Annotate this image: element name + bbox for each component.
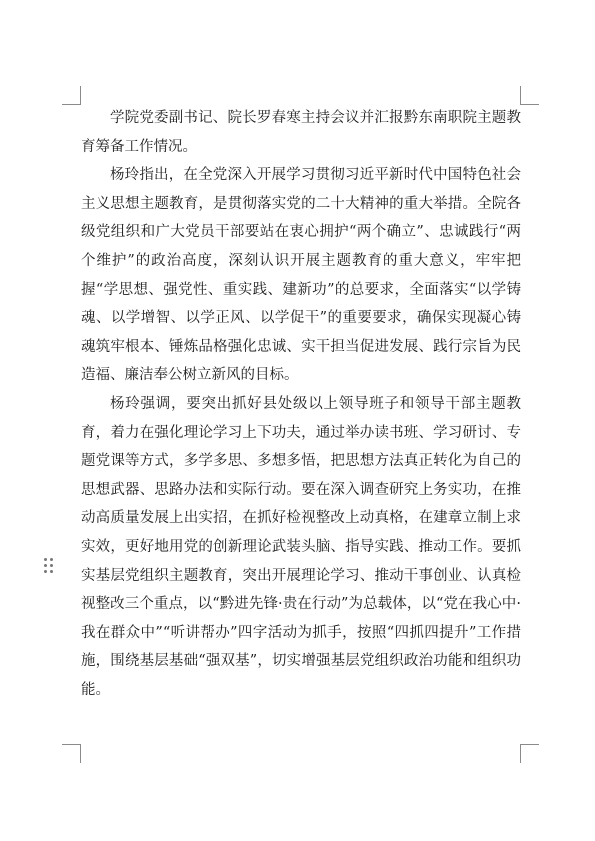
crop-mark-top-left (62, 86, 81, 105)
crop-mark-top-right (520, 86, 539, 105)
paragraph-1[interactable]: 学院党委副书记、院长罗春寒主持会议并汇报黔东南职院主题教育筹备工作情况。 (81, 110, 521, 155)
paragraph-drag-handle-icon[interactable] (44, 558, 54, 574)
crop-mark-bottom-right (520, 744, 539, 763)
paragraph-3[interactable]: 杨玲强调，要突出抓好县处级以上领导班子和领导干部主题教育，着力在强化理论学习上下功夫，通过举办读书班、学习研讨、专题党课等方式，多学多思、多想多悟，把思想方法真正转化为自己的思想武器、思路办法和实际行动。要在深入调查研究上务实功，在推动高质量发展上出实招，在抓好检视整改上动真格，在建章立制上求实效，更好地用党的创新理论武装头脑、指导实践、推动工作。要抓实基层党组织主题教育，突出开展理论学习、推动干事创业、认真检视整改三个重点，以“黔进先锋·贵在行动”为总载体，以“党在我心中·我在群众中”“听讲帮办”四字活动为抓手，按照“四抓四提升”工作措施，围绕基层基础“强双基”，切实增强基层党组织政治功能和组织功能。 (81, 395, 521, 698)
crop-mark-bottom-left (62, 744, 81, 763)
document-body[interactable] (81, 104, 521, 704)
paragraph-2[interactable]: 杨玲指出，在全党深入开展学习贯彻习近平新时代中国特色社会主义思想主题教育，是贯彻落实党的二十大精神的重大举措。全院各级党组织和广大党员干部要站在衷心拥护“两个确立”、忠诚践行“两个维护”的政治高度，深刻认识开展主题教育的重大意义，牢牢把握“学思想、强党性、重实践、建新功”的总要求，全面落实“以学铸魂、以学增智、以学正风、以学促干”的重要要求，确保实现凝心铸魂筑牢根本、锤炼品格强化忠诚、实干担当促进发展、践行宗旨为民造福、廉洁奉公树立新风的目标。 (81, 167, 521, 384)
